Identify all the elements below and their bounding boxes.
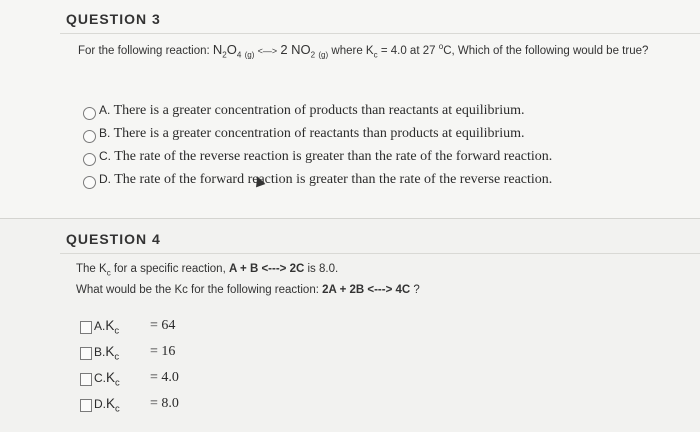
- option-d-checkbox[interactable]: [80, 399, 92, 412]
- option-a-kc[interactable]: $A.K_c$: [94, 318, 120, 337]
- option-c-kc[interactable]: $C.K_c$: [94, 370, 120, 389]
- option-c-radio[interactable]: [83, 153, 96, 166]
- question-4-divider: [60, 253, 700, 254]
- question-4-title: QUESTION 4: [66, 231, 161, 247]
- question-3-title: QUESTION 3: [66, 11, 161, 27]
- option-c-value: = 4.0: [150, 370, 179, 385]
- option-b-checkbox[interactable]: [80, 347, 92, 360]
- option-a-checkbox[interactable]: [80, 321, 92, 334]
- question-4-line-2: What would be the Kc for the following reaction: 2A + 2B <---> 4C ?: [76, 284, 420, 296]
- option-a-radio[interactable]: [83, 107, 96, 120]
- option-b-radio[interactable]: [83, 130, 96, 143]
- question-3-divider: [60, 33, 700, 34]
- option-c-checkbox[interactable]: [80, 373, 92, 386]
- question-4-line-1: The $K_c$ for a specific reaction, A + B <---> 2C is 8.0.: [76, 263, 339, 278]
- option-a-value: = 64: [150, 318, 176, 333]
- option-b-label[interactable]: B. There is a greater concentration of reactants than products at equilibrium.: [99, 126, 525, 141]
- option-b-kc[interactable]: $B.K_c$: [94, 344, 120, 363]
- option-d-value: = 8.0: [150, 396, 179, 411]
- option-d-label[interactable]: D. The rate of the forward reaction is greater than the rate of the reverse reaction.: [99, 172, 553, 187]
- option-a-label[interactable]: A. There is a greater concentration of products than reactants at equilibrium.: [99, 103, 525, 118]
- option-d-radio[interactable]: [83, 176, 96, 189]
- option-d-kc[interactable]: $D.K_c$: [94, 396, 120, 415]
- option-c-label[interactable]: C. The rate of the reverse reaction is greater than the rate of the forward reaction.: [99, 149, 553, 164]
- option-b-value: = 16: [150, 344, 176, 359]
- question-3-stem: For the following reaction: $N_2O_4$ $_{(g)}$ <—> 2 $NO_2$ $_{(g)}$ where $K_c = 4.0$ at 27 $^o$C, Which of the following would be true?: [78, 42, 649, 60]
